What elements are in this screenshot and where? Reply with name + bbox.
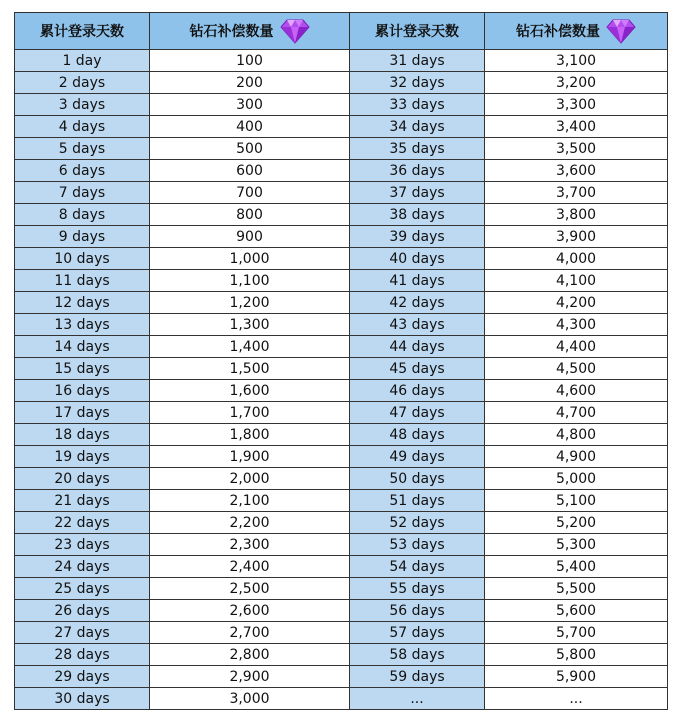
- amount-cell-right: 5,700: [485, 622, 668, 644]
- amount-cell-left: 900: [150, 226, 350, 248]
- days-cell-left: 5 days: [15, 138, 150, 160]
- amount-cell-left: 2,800: [150, 644, 350, 666]
- table-row: [15, 688, 668, 710]
- days-cell-left: 27 days: [15, 622, 150, 644]
- diamond-icon: [280, 18, 310, 44]
- days-cell-right: 45 days: [350, 358, 485, 380]
- table-row: [15, 182, 668, 204]
- days-cell-right: 58 days: [350, 644, 485, 666]
- days-cell-right: 48 days: [350, 424, 485, 446]
- amount-cell-left: 500: [150, 138, 350, 160]
- table-row: [15, 160, 668, 182]
- amount-cell-left: 2,600: [150, 600, 350, 622]
- days-cell-right: ...: [350, 688, 485, 710]
- days-cell-left: 25 days: [15, 578, 150, 600]
- days-cell-right: 34 days: [350, 116, 485, 138]
- amount-cell-right: 4,100: [485, 270, 668, 292]
- amount-cell-right: 3,700: [485, 182, 668, 204]
- days-cell-right: 55 days: [350, 578, 485, 600]
- days-cell-right: 53 days: [350, 534, 485, 556]
- table-row: [15, 336, 668, 358]
- amount-cell-left: 2,500: [150, 578, 350, 600]
- amount-cell-right: 5,300: [485, 534, 668, 556]
- amount-cell-left: 3,000: [150, 688, 350, 710]
- days-cell-right: 40 days: [350, 248, 485, 270]
- days-cell-right: 32 days: [350, 72, 485, 94]
- amount-cell-left: 1,300: [150, 314, 350, 336]
- days-cell-right: 59 days: [350, 666, 485, 688]
- table-row: [15, 270, 668, 292]
- days-cell-right: 35 days: [350, 138, 485, 160]
- days-cell-left: 3 days: [15, 94, 150, 116]
- header-amount-label: 钻石补偿数量: [189, 24, 274, 40]
- amount-cell-right: 3,300: [485, 94, 668, 116]
- days-cell-left: 4 days: [15, 116, 150, 138]
- table-row: [15, 622, 668, 644]
- table-row: [15, 556, 668, 578]
- amount-cell-left: 1,100: [150, 270, 350, 292]
- amount-cell-right: 3,600: [485, 160, 668, 182]
- days-cell-right: 57 days: [350, 622, 485, 644]
- header-days-right: 累计登录天数: [350, 13, 485, 50]
- days-cell-right: 50 days: [350, 468, 485, 490]
- amount-cell-right: 5,900: [485, 666, 668, 688]
- amount-cell-right: 4,700: [485, 402, 668, 424]
- amount-cell-right: 4,200: [485, 292, 668, 314]
- compensation-table: [14, 12, 668, 710]
- amount-cell-left: 2,900: [150, 666, 350, 688]
- amount-cell-left: 2,300: [150, 534, 350, 556]
- amount-cell-left: 1,400: [150, 336, 350, 358]
- table-row: [15, 138, 668, 160]
- amount-cell-right: 3,800: [485, 204, 668, 226]
- table-row: [15, 666, 668, 688]
- table-row: [15, 600, 668, 622]
- days-cell-left: 8 days: [15, 204, 150, 226]
- header-amount-label: 钻石补偿数量: [516, 24, 600, 40]
- table-row: [15, 116, 668, 138]
- amount-cell-right: 4,300: [485, 314, 668, 336]
- amount-cell-left: 1,500: [150, 358, 350, 380]
- amount-cell-left: 1,700: [150, 402, 350, 424]
- table-row: [15, 446, 668, 468]
- table-row: [15, 512, 668, 534]
- table-row: [15, 358, 668, 380]
- days-cell-left: 6 days: [15, 160, 150, 182]
- amount-cell-right: 4,400: [485, 336, 668, 358]
- amount-cell-left: 2,700: [150, 622, 350, 644]
- days-cell-left: 23 days: [15, 534, 150, 556]
- table-row: [15, 578, 668, 600]
- amount-cell-left: 1,200: [150, 292, 350, 314]
- amount-cell-left: 2,200: [150, 512, 350, 534]
- days-cell-right: 47 days: [350, 402, 485, 424]
- days-cell-right: 44 days: [350, 336, 485, 358]
- days-cell-left: 17 days: [15, 402, 150, 424]
- days-cell-left: 28 days: [15, 644, 150, 666]
- days-cell-left: 1 day: [15, 50, 150, 72]
- days-cell-left: 19 days: [15, 446, 150, 468]
- amount-cell-left: 700: [150, 182, 350, 204]
- days-cell-left: 21 days: [15, 490, 150, 512]
- days-cell-right: 39 days: [350, 226, 485, 248]
- amount-cell-left: 800: [150, 204, 350, 226]
- table-row: [15, 248, 668, 270]
- days-cell-right: 51 days: [350, 490, 485, 512]
- days-cell-left: 13 days: [15, 314, 150, 336]
- table-row: [15, 468, 668, 490]
- days-cell-left: 7 days: [15, 182, 150, 204]
- amount-cell-left: 1,900: [150, 446, 350, 468]
- table-row: [15, 380, 668, 402]
- amount-cell-right: 4,800: [485, 424, 668, 446]
- amount-cell-left: 1,600: [150, 380, 350, 402]
- days-cell-left: 26 days: [15, 600, 150, 622]
- days-cell-right: 42 days: [350, 292, 485, 314]
- days-cell-right: 43 days: [350, 314, 485, 336]
- days-cell-right: 49 days: [350, 446, 485, 468]
- days-cell-left: 11 days: [15, 270, 150, 292]
- table-row: [15, 534, 668, 556]
- days-cell-right: 38 days: [350, 204, 485, 226]
- days-cell-right: 41 days: [350, 270, 485, 292]
- days-cell-left: 22 days: [15, 512, 150, 534]
- amount-cell-right: 3,500: [485, 138, 668, 160]
- amount-cell-right: 5,000: [485, 468, 668, 490]
- amount-cell-left: 2,100: [150, 490, 350, 512]
- amount-cell-right: 5,600: [485, 600, 668, 622]
- amount-cell-right: 5,800: [485, 644, 668, 666]
- amount-cell-right: 4,600: [485, 380, 668, 402]
- amount-cell-left: 400: [150, 116, 350, 138]
- days-cell-left: 30 days: [15, 688, 150, 710]
- days-cell-left: 16 days: [15, 380, 150, 402]
- days-cell-left: 2 days: [15, 72, 150, 94]
- table-row: [15, 50, 668, 72]
- days-cell-right: 37 days: [350, 182, 485, 204]
- days-cell-left: 12 days: [15, 292, 150, 314]
- days-cell-right: 46 days: [350, 380, 485, 402]
- amount-cell-right: 5,100: [485, 490, 668, 512]
- amount-cell-left: 100: [150, 50, 350, 72]
- amount-cell-left: 600: [150, 160, 350, 182]
- amount-cell-right: 5,400: [485, 556, 668, 578]
- days-cell-right: 52 days: [350, 512, 485, 534]
- days-cell-left: 29 days: [15, 666, 150, 688]
- amount-cell-right: 4,900: [485, 446, 668, 468]
- table-row: [15, 204, 668, 226]
- table-body: [15, 50, 668, 710]
- table-row: [15, 424, 668, 446]
- amount-cell-right: 3,100: [485, 50, 668, 72]
- amount-cell-left: 300: [150, 94, 350, 116]
- days-cell-right: 54 days: [350, 556, 485, 578]
- table-row: [15, 490, 668, 512]
- days-cell-left: 20 days: [15, 468, 150, 490]
- days-cell-left: 24 days: [15, 556, 150, 578]
- days-cell-right: 36 days: [350, 160, 485, 182]
- amount-cell-left: 2,000: [150, 468, 350, 490]
- table-row: [15, 292, 668, 314]
- amount-cell-right: 3,400: [485, 116, 668, 138]
- days-cell-left: 9 days: [15, 226, 150, 248]
- days-cell-left: 15 days: [15, 358, 150, 380]
- amount-cell-right: 5,500: [485, 578, 668, 600]
- amount-cell-left: 200: [150, 72, 350, 94]
- amount-cell-right: 4,500: [485, 358, 668, 380]
- table-row: [15, 94, 668, 116]
- amount-cell-right: 5,200: [485, 512, 668, 534]
- table-row: [15, 226, 668, 248]
- days-cell-right: 56 days: [350, 600, 485, 622]
- amount-cell-left: 1,800: [150, 424, 350, 446]
- days-cell-left: 10 days: [15, 248, 150, 270]
- amount-cell-right: ...: [485, 688, 668, 710]
- header-days-left: 累计登录天数: [15, 13, 150, 50]
- header-amount-right: [485, 13, 668, 50]
- table-row: [15, 314, 668, 336]
- amount-cell-right: 3,200: [485, 72, 668, 94]
- days-cell-right: 33 days: [350, 94, 485, 116]
- days-cell-left: 18 days: [15, 424, 150, 446]
- header-amount-left: [150, 13, 350, 50]
- days-cell-right: 31 days: [350, 50, 485, 72]
- diamond-icon: [606, 18, 636, 44]
- table-header-row: [15, 13, 668, 50]
- days-cell-left: 14 days: [15, 336, 150, 358]
- amount-cell-right: 3,900: [485, 226, 668, 248]
- amount-cell-right: 4,000: [485, 248, 668, 270]
- table-row: [15, 644, 668, 666]
- table-row: [15, 402, 668, 424]
- amount-cell-left: 2,400: [150, 556, 350, 578]
- table-row: [15, 72, 668, 94]
- amount-cell-left: 1,000: [150, 248, 350, 270]
